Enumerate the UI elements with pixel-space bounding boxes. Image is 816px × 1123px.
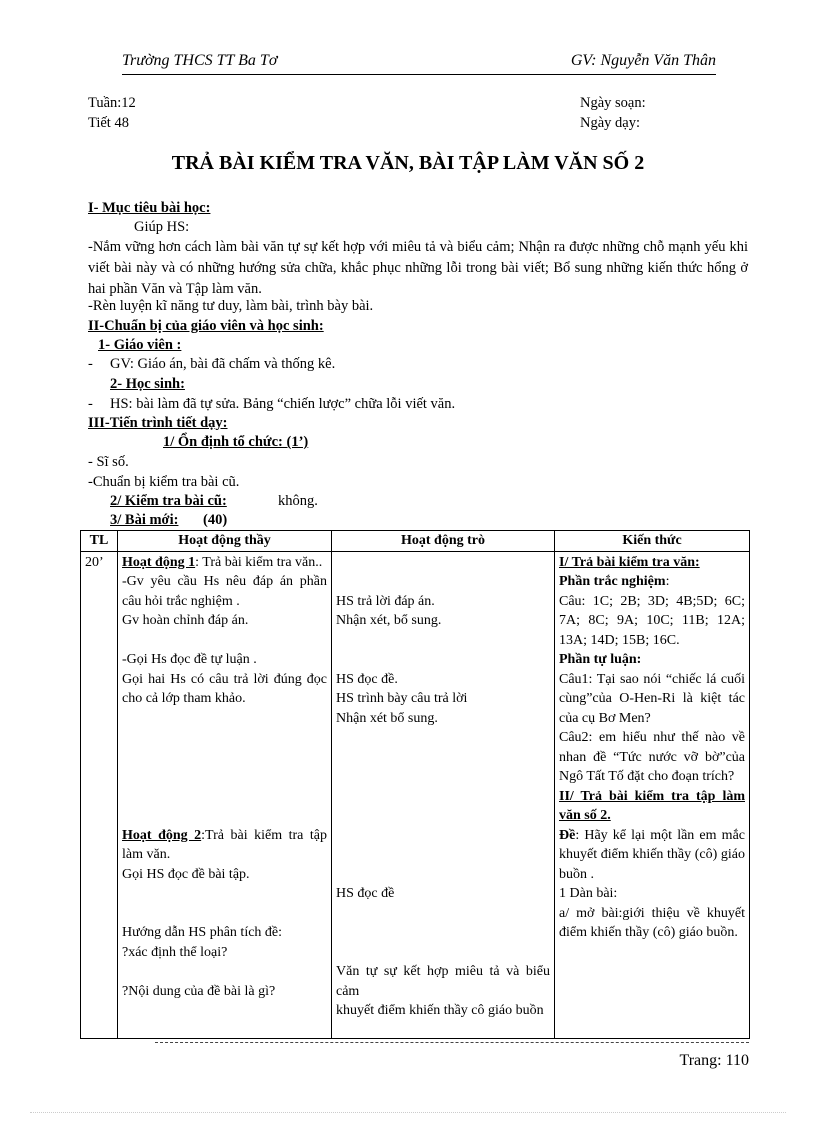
time-cell: 20’ bbox=[81, 551, 118, 1038]
objective-paragraph-1: -Nắm vững hơn cách làm bài văn tự sự kết hợp với miêu tả và biểu cảm; Nhận ra được những chỗ mạnh yếu khi viết bài này và có những hướng sửa chữa, khắc phục những lỗi trong bài viết; Bổ sung những kiến thức hổng ở hai phần Văn và Tập làm văn. bbox=[88, 239, 748, 297]
teacher-prep-heading: 1- Giáo viên : bbox=[98, 337, 182, 353]
topic-label: Đề bbox=[559, 827, 576, 843]
table-header-row bbox=[81, 531, 750, 552]
column-header: TL bbox=[81, 531, 118, 552]
section-1-heading: I- Mục tiêu bài học: bbox=[88, 200, 211, 216]
page-number: Trang: 110 bbox=[679, 1052, 749, 1069]
teacher-step: Hướng dẫn HS phân tích đề: bbox=[122, 925, 283, 940]
page-title: TRẢ BÀI KIỂM TRA VĂN, BÀI TẬP LÀM VĂN SỐ 2 bbox=[171, 152, 645, 174]
column-header: Kiến thức bbox=[555, 531, 750, 552]
teacher-activity-cell bbox=[118, 551, 332, 1038]
teacher-question: ?Nội dung của đề bài là gì? bbox=[122, 983, 276, 999]
page-header bbox=[122, 52, 716, 75]
objective-paragraph-2: -Rèn luyện kĩ năng tư duy, làm bài, trình bày bài. bbox=[88, 298, 374, 314]
activity-1-label: Hoạt động 1 bbox=[122, 554, 196, 570]
stabilize-heading: 1/ Ổn định tổ chức: (1’) bbox=[163, 434, 309, 450]
lesson-plan-table bbox=[80, 530, 750, 1039]
activity-2-line bbox=[122, 826, 327, 865]
essay-question: Câu2: em hiểu như thế nào về nhan đề “Tức nước vỡ bờ”của Ngô Tất Tố đặt cho đoạn trích? bbox=[559, 730, 745, 784]
activity-1-text: : Trả bài kiểm tra văn.. bbox=[195, 554, 323, 570]
student-step: khuyết điểm khiến thầy cô giáo buồn bbox=[336, 1003, 544, 1018]
old-lesson-check-value: không. bbox=[278, 493, 318, 509]
teach-date-label: Ngày dạy: bbox=[580, 115, 640, 131]
section-3-heading: III-Tiến trình tiết dạy: bbox=[88, 415, 228, 431]
colon: : bbox=[665, 574, 670, 589]
table-row bbox=[81, 551, 750, 1038]
student-step: Nhận xét, bổ sung. bbox=[336, 613, 442, 628]
essay-question: Câu1: Tại sao nói “chiếc lá cuối cùng”của O-Hen-Ri là kiệt tác của cụ Bơ Men? bbox=[559, 671, 745, 726]
student-step: HS trình bày câu trả lời bbox=[336, 691, 468, 706]
teacher-name: GV: Nguyễn Văn Thân bbox=[570, 52, 716, 69]
student-step: HS đọc đề. bbox=[336, 671, 398, 687]
student-step: HS trả lời đáp án. bbox=[336, 593, 435, 609]
column-header: Hoạt động thầy bbox=[118, 531, 332, 552]
topic-line bbox=[559, 826, 745, 885]
dashed-divider bbox=[155, 1042, 749, 1043]
activity-1-line bbox=[122, 553, 327, 573]
teacher-question: ?xác định thể loại? bbox=[122, 944, 228, 960]
student-prep-heading: 2- Học sinh: bbox=[110, 376, 185, 392]
student-step: Văn tự sự kết hợp miêu tả và biểu cảm bbox=[336, 964, 550, 999]
new-lesson-label: 3/ Bài mới: bbox=[110, 512, 179, 528]
knowledge-heading: II/ Trả bài kiểm tra tập làm văn số 2. bbox=[559, 788, 745, 823]
school-name: Trường THCS TT Ba Tơ bbox=[122, 52, 278, 69]
knowledge-cell bbox=[555, 551, 750, 1038]
dotted-divider bbox=[30, 1112, 786, 1113]
activity-2-text: :Trả bài kiểm tra tập làm văn. bbox=[122, 827, 327, 862]
section-2-heading: II-Chuẩn bị của giáo viên và học sinh: bbox=[88, 318, 324, 334]
teacher-step: -Gv yêu cầu Hs nêu đáp án phần câu hỏi trắc nghiệm . bbox=[122, 574, 327, 609]
teacher-step: Gọi HS đọc đề bài tập. bbox=[122, 866, 250, 882]
column-header: Hoạt động trò bbox=[332, 531, 555, 552]
teacher-prep-text: GV: Giáo án, bài đã chấm và thống kê. bbox=[110, 356, 336, 372]
bullet-dash: - bbox=[88, 356, 93, 372]
teacher-step: Gọi hai Hs có câu trả lời đúng đọc cho cả lớp tham khảo. bbox=[122, 671, 327, 706]
teacher-step: -Gọi Hs đọc đề tự luận . bbox=[122, 652, 257, 667]
student-prep-text: HS: bài làm đã tự sửa. Bảng “chiến lược” chữa lỗi viết văn. bbox=[110, 396, 456, 412]
outline-item: a/ mở bài:giới thiệu về khuyết điểm khiến thầy (cô) giáo buồn. bbox=[559, 905, 745, 940]
knowledge-subheading-line bbox=[559, 572, 745, 592]
essay-label: Phần tự luận: bbox=[559, 652, 642, 667]
new-lesson-time: (40) bbox=[203, 512, 228, 528]
prep-check-text: -Chuẩn bị kiểm tra bài cũ. bbox=[88, 474, 240, 490]
student-activity-cell bbox=[332, 551, 555, 1038]
period-label: Tiết 48 bbox=[88, 115, 129, 131]
teacher-step: Gv hoàn chỉnh đáp án. bbox=[122, 613, 249, 628]
old-lesson-check-label: 2/ Kiểm tra bài cũ: bbox=[110, 493, 227, 509]
activity-2-label: Hoạt động 2 bbox=[122, 827, 202, 843]
answer-key: Câu: 1C; 2B; 3D; 4B;5D; 6C; 7A; 8C; 9A; 10C; 11B; 12A; 13A; 14D; 15B; 16C. bbox=[559, 593, 745, 648]
bullet-dash: - bbox=[88, 396, 93, 412]
help-text: Giúp HS: bbox=[134, 219, 190, 235]
knowledge-heading: I/ Trả bài kiểm tra văn: bbox=[559, 554, 700, 570]
topic-text: : Hãy kể lại một lần em mắc khuyết điểm khiến thầy (cô) giáo buồn . bbox=[559, 827, 745, 882]
attendance-text: - Sĩ số. bbox=[88, 454, 129, 470]
multiple-choice-label: Phần trắc nghiệm bbox=[559, 574, 666, 589]
student-step: HS đọc đề bbox=[336, 886, 395, 901]
prep-date-label: Ngày soạn: bbox=[580, 95, 646, 111]
student-step: Nhận xét bổ sung. bbox=[336, 710, 438, 726]
week-label: Tuần:12 bbox=[88, 95, 136, 111]
outline-heading: 1 Dàn bài: bbox=[559, 886, 618, 901]
